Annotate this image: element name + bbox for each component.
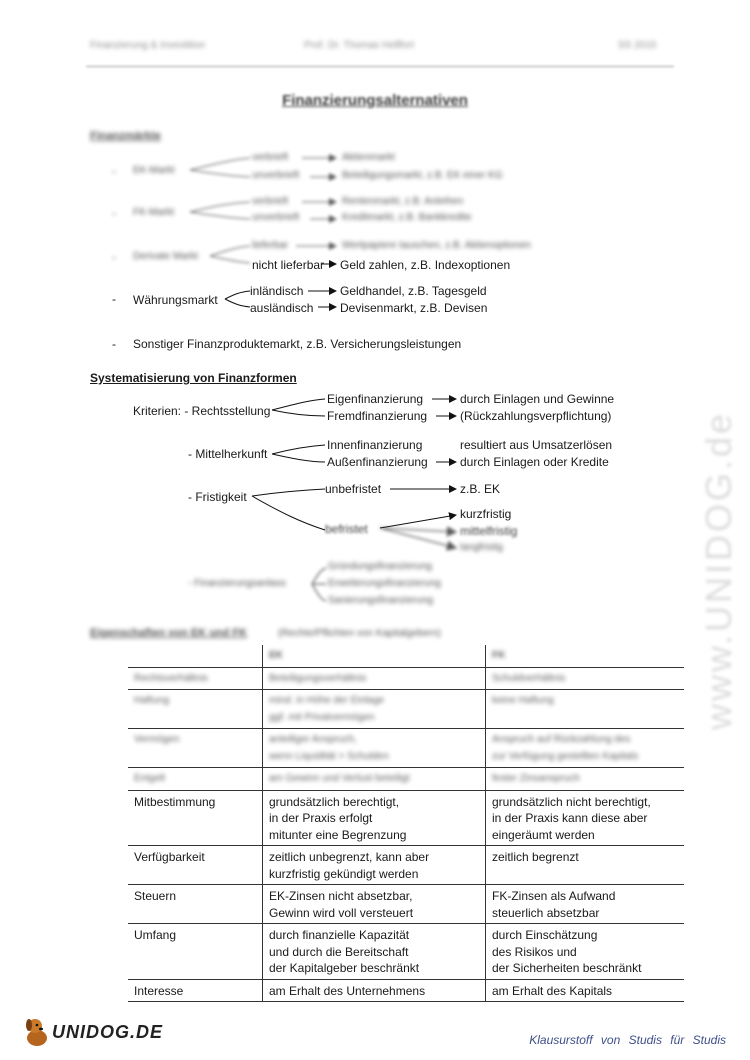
fk-cell-line: in der Praxis kann diese aber [492, 811, 648, 825]
mittelherkunft-result-1: resultiert aus Umsatzerlösen [460, 438, 613, 452]
ek-cell-line: durch finanzielle Kapazität [269, 928, 410, 942]
logo-text: UNIDOG.DE [52, 1021, 164, 1042]
row-ek-cell [263, 667, 486, 690]
row-label-text: Rechtsverhältnis [134, 672, 208, 684]
row-label-text: Mitbestimmung [134, 794, 216, 809]
section-systematisierung: Systematisierung von Finanzformen [90, 371, 297, 385]
row-fk-cell [486, 768, 685, 791]
waehrung-result-2: Devisenmarkt, z.B. Devisen [340, 301, 488, 315]
fk-branch-2: unverbrieft [252, 212, 300, 223]
fristigkeit-langfristig: langfristig [460, 542, 503, 553]
table-row [128, 846, 684, 885]
fk-cell-line: durch Einschätzung [492, 928, 598, 942]
bullet-dash: - [112, 250, 116, 264]
ek-cell-line: zeitlich unbegrenzt, kann aber [269, 850, 430, 864]
fk-cell-line: des Risikos und [492, 944, 577, 959]
row-ek-cell [263, 768, 486, 791]
row-label [128, 768, 263, 791]
fristigkeit-mittelfristig: mittelfristig [460, 524, 518, 538]
row-label-text: Interesse [134, 983, 184, 998]
table-header-ek: EK [263, 645, 486, 667]
table-row [128, 924, 684, 980]
row-label [128, 790, 263, 846]
row-fk-cell [486, 924, 685, 980]
anlass-branch-2: Erweiterungsfinanzierung [328, 578, 441, 589]
fristigkeit-result-1: z.B. EK [460, 482, 501, 496]
row-fk-cell [486, 885, 685, 924]
mittelherkunft-branch-1: Innenfinanzierung [327, 438, 423, 452]
ek-cell-line: und durch die Bereitschaft [269, 944, 409, 959]
ek-cell-line: mind. in Höhe der Einlage [269, 695, 385, 706]
table-header-fk: FK [486, 645, 685, 667]
fk-cell-line: am Erhalt des Kapitals [492, 983, 613, 998]
fk-cell-line: Anspruch auf Rückzahlung des [492, 734, 631, 745]
table-row [128, 690, 684, 729]
fristigkeit-label: - Fristigkeit [188, 490, 247, 504]
anlass-label: - Finanzierungsanlass [188, 578, 286, 589]
mittelherkunft-branch-2: Außenfinanzierung [327, 455, 428, 469]
ek-cell-line: grundsätzlich berechtigt, [269, 794, 400, 809]
page-title: Finanzierungsalternativen [282, 92, 468, 109]
sonstiger-markt-label: Sonstiger Finanzproduktemarkt, z.B. Versicherungsleistungen [133, 337, 462, 351]
table-row [128, 790, 684, 846]
bullet-dash: - [112, 164, 116, 178]
fk-cell-line: FK-Zinsen als Aufwand [492, 889, 616, 903]
fk-cell-line: eingeräumt werden [492, 827, 595, 842]
row-fk-cell [486, 729, 685, 768]
watermark: www.UNIDOG.de [698, 410, 739, 730]
row-fk-cell [486, 846, 685, 885]
derivate-result-1: Wertpapiere tauschen, z.B. Aktienoptionen [342, 240, 531, 251]
ek-cell-line: kurzfristig gekündigt werden [269, 866, 419, 881]
row-fk-cell [486, 667, 685, 690]
table-row [128, 768, 684, 791]
section-finanzmaerkte: Finanzmärkte [90, 130, 161, 142]
ek-cell-line: mitunter eine Begrenzung [269, 827, 407, 842]
rechtsstellung-label: Kriterien: - Rechtsstellung [133, 404, 271, 418]
row-label [128, 979, 263, 1002]
fk-cell-line: grundsätzlich nicht berechtigt, [492, 794, 651, 809]
row-label [128, 690, 263, 729]
derivate-branch-2: nicht lieferbar [252, 258, 325, 272]
table-row [128, 885, 684, 924]
rechtsstellung-branch-2: Fremdfinanzierung [327, 409, 428, 423]
derivate-result-2: Geld zahlen, z.B. Indexoptionen [340, 258, 511, 272]
row-ek-cell [263, 885, 486, 924]
waehrung-branch-2: ausländisch [250, 301, 314, 315]
fk-cell-line: zur Verfügung gestellten Kapitals [492, 750, 639, 762]
header-divider [86, 66, 674, 67]
ek-cell-line: EK-Zinsen nicht absetzbar, [269, 889, 413, 903]
row-label-text: Verfügbarkeit [134, 850, 205, 864]
fk-cell-line: der Sicherheiten beschränkt [492, 961, 642, 975]
mittelherkunft-label: - Mittelherkunft [188, 447, 268, 461]
table-row [128, 729, 684, 768]
ek-markt-label: EK-Markt [133, 165, 175, 176]
fristigkeit-kurzfristig: kurzfristig [460, 507, 512, 521]
table-header-empty [128, 645, 263, 667]
rechtsstellung-branch-1: Eigenfinanzierung [327, 392, 424, 406]
logo [22, 1016, 163, 1048]
fk-markt-label: FK-Markt [133, 207, 175, 218]
row-ek-cell [263, 979, 486, 1002]
ek-branch-1: verbrieft [252, 152, 289, 163]
row-ek-cell [263, 690, 486, 729]
ek-cell-line: anteiliger Anspruch, [269, 734, 357, 745]
dog-icon [22, 1016, 52, 1048]
bullet-dash: - [112, 337, 116, 351]
fk-result-1: Rentenmarkt, z.B. Anleihen [342, 196, 464, 207]
section-eigenschaften: Eigenschaften von EK und FK [90, 627, 248, 639]
ek-cell-line: der Kapitalgeber beschränkt [269, 961, 420, 975]
fk-cell-line: Schuldverhältnis [492, 672, 566, 684]
ek-cell-line: in der Praxis erfolgt [269, 811, 373, 825]
row-ek-cell [263, 790, 486, 846]
bullet-dash: - [112, 206, 116, 220]
table-row [128, 667, 684, 690]
fk-branch-1: verbrieft [252, 196, 289, 207]
footer-slogan: Klausurstoff von Studis für Studis [529, 1033, 726, 1047]
eigenschaften-table [128, 645, 684, 1002]
derivate-branch-1: lieferbar [252, 240, 289, 251]
waehrungsmarkt-label: Währungsmarkt [133, 293, 218, 307]
table-row [128, 979, 684, 1002]
row-label-text: Steuern [134, 889, 177, 903]
ek-cell-line: ggf. mit Privatvermögen [269, 711, 375, 723]
row-label-text: Entgelt [134, 773, 166, 784]
rechtsstellung-result-2: (Rückzahlungsverpflichtung) [460, 409, 612, 423]
row-label-text: Vermögen [134, 734, 180, 745]
fk-cell-line: zeitlich begrenzt [492, 850, 579, 864]
row-label-text: Umfang [134, 928, 177, 942]
header-prof: Prof. Dr. Thomas Hellfort [304, 40, 414, 51]
row-ek-cell [263, 924, 486, 980]
header-term: SS 2015 [618, 40, 657, 51]
row-label [128, 885, 263, 924]
row-fk-cell [486, 790, 685, 846]
fk-cell-line: fester Zinsanspruch [492, 773, 580, 784]
ek-cell-line: am Erhalt des Unternehmens [269, 983, 426, 998]
ek-result-2: Beteiligungsmarkt, z.B. EK einer KG [342, 170, 503, 181]
row-ek-cell [263, 846, 486, 885]
row-label [128, 667, 263, 690]
ek-cell-line: am Gewinn und Verlust beteiligt [269, 773, 410, 784]
bullet-dash: - [112, 292, 116, 306]
fristigkeit-branch-1: unbefristet [325, 482, 382, 496]
waehrung-branch-1: inländisch [250, 284, 304, 298]
row-fk-cell [486, 690, 685, 729]
row-label [128, 924, 263, 980]
table-header-row [128, 645, 684, 667]
rechtsstellung-result-1: durch Einlagen und Gewinne [460, 392, 615, 406]
header-course: Finanzierung & Investition [90, 40, 206, 51]
ek-branch-2: unverbrieft [252, 170, 300, 181]
row-label [128, 846, 263, 885]
waehrung-result-1: Geldhandel, z.B. Tagesgeld [340, 284, 487, 298]
eigenschaften-subheading: (Rechte/Pflichten von Kapitalgebern) [278, 628, 441, 639]
fk-cell-line: keine Haftung [492, 695, 554, 706]
fk-result-2: Kreditmarkt, z.B. Bankkredite [342, 212, 472, 223]
ek-cell-line: Gewinn wird voll versteuert [269, 905, 414, 920]
anlass-branch-3: Sanierungsfinanzierung [328, 595, 434, 606]
row-fk-cell [486, 979, 685, 1002]
anlass-branch-1: Gründungsfinanzierung [328, 561, 432, 572]
ek-cell-line: wenn Liquidität > Schulden [269, 750, 389, 762]
ek-result-1: Aktienmarkt [342, 152, 395, 163]
mittelherkunft-result-2: durch Einlagen oder Kredite [460, 455, 609, 469]
ek-cell-line: Beteiligungsverhältnis [269, 672, 367, 684]
fristigkeit-branch-2: befristet [325, 522, 368, 536]
row-label [128, 729, 263, 768]
fk-cell-line: steuerlich absetzbar [492, 905, 600, 920]
derivate-markt-label: Derivate Markt [133, 251, 199, 262]
row-ek-cell [263, 729, 486, 768]
row-label-text: Haftung [134, 695, 170, 706]
